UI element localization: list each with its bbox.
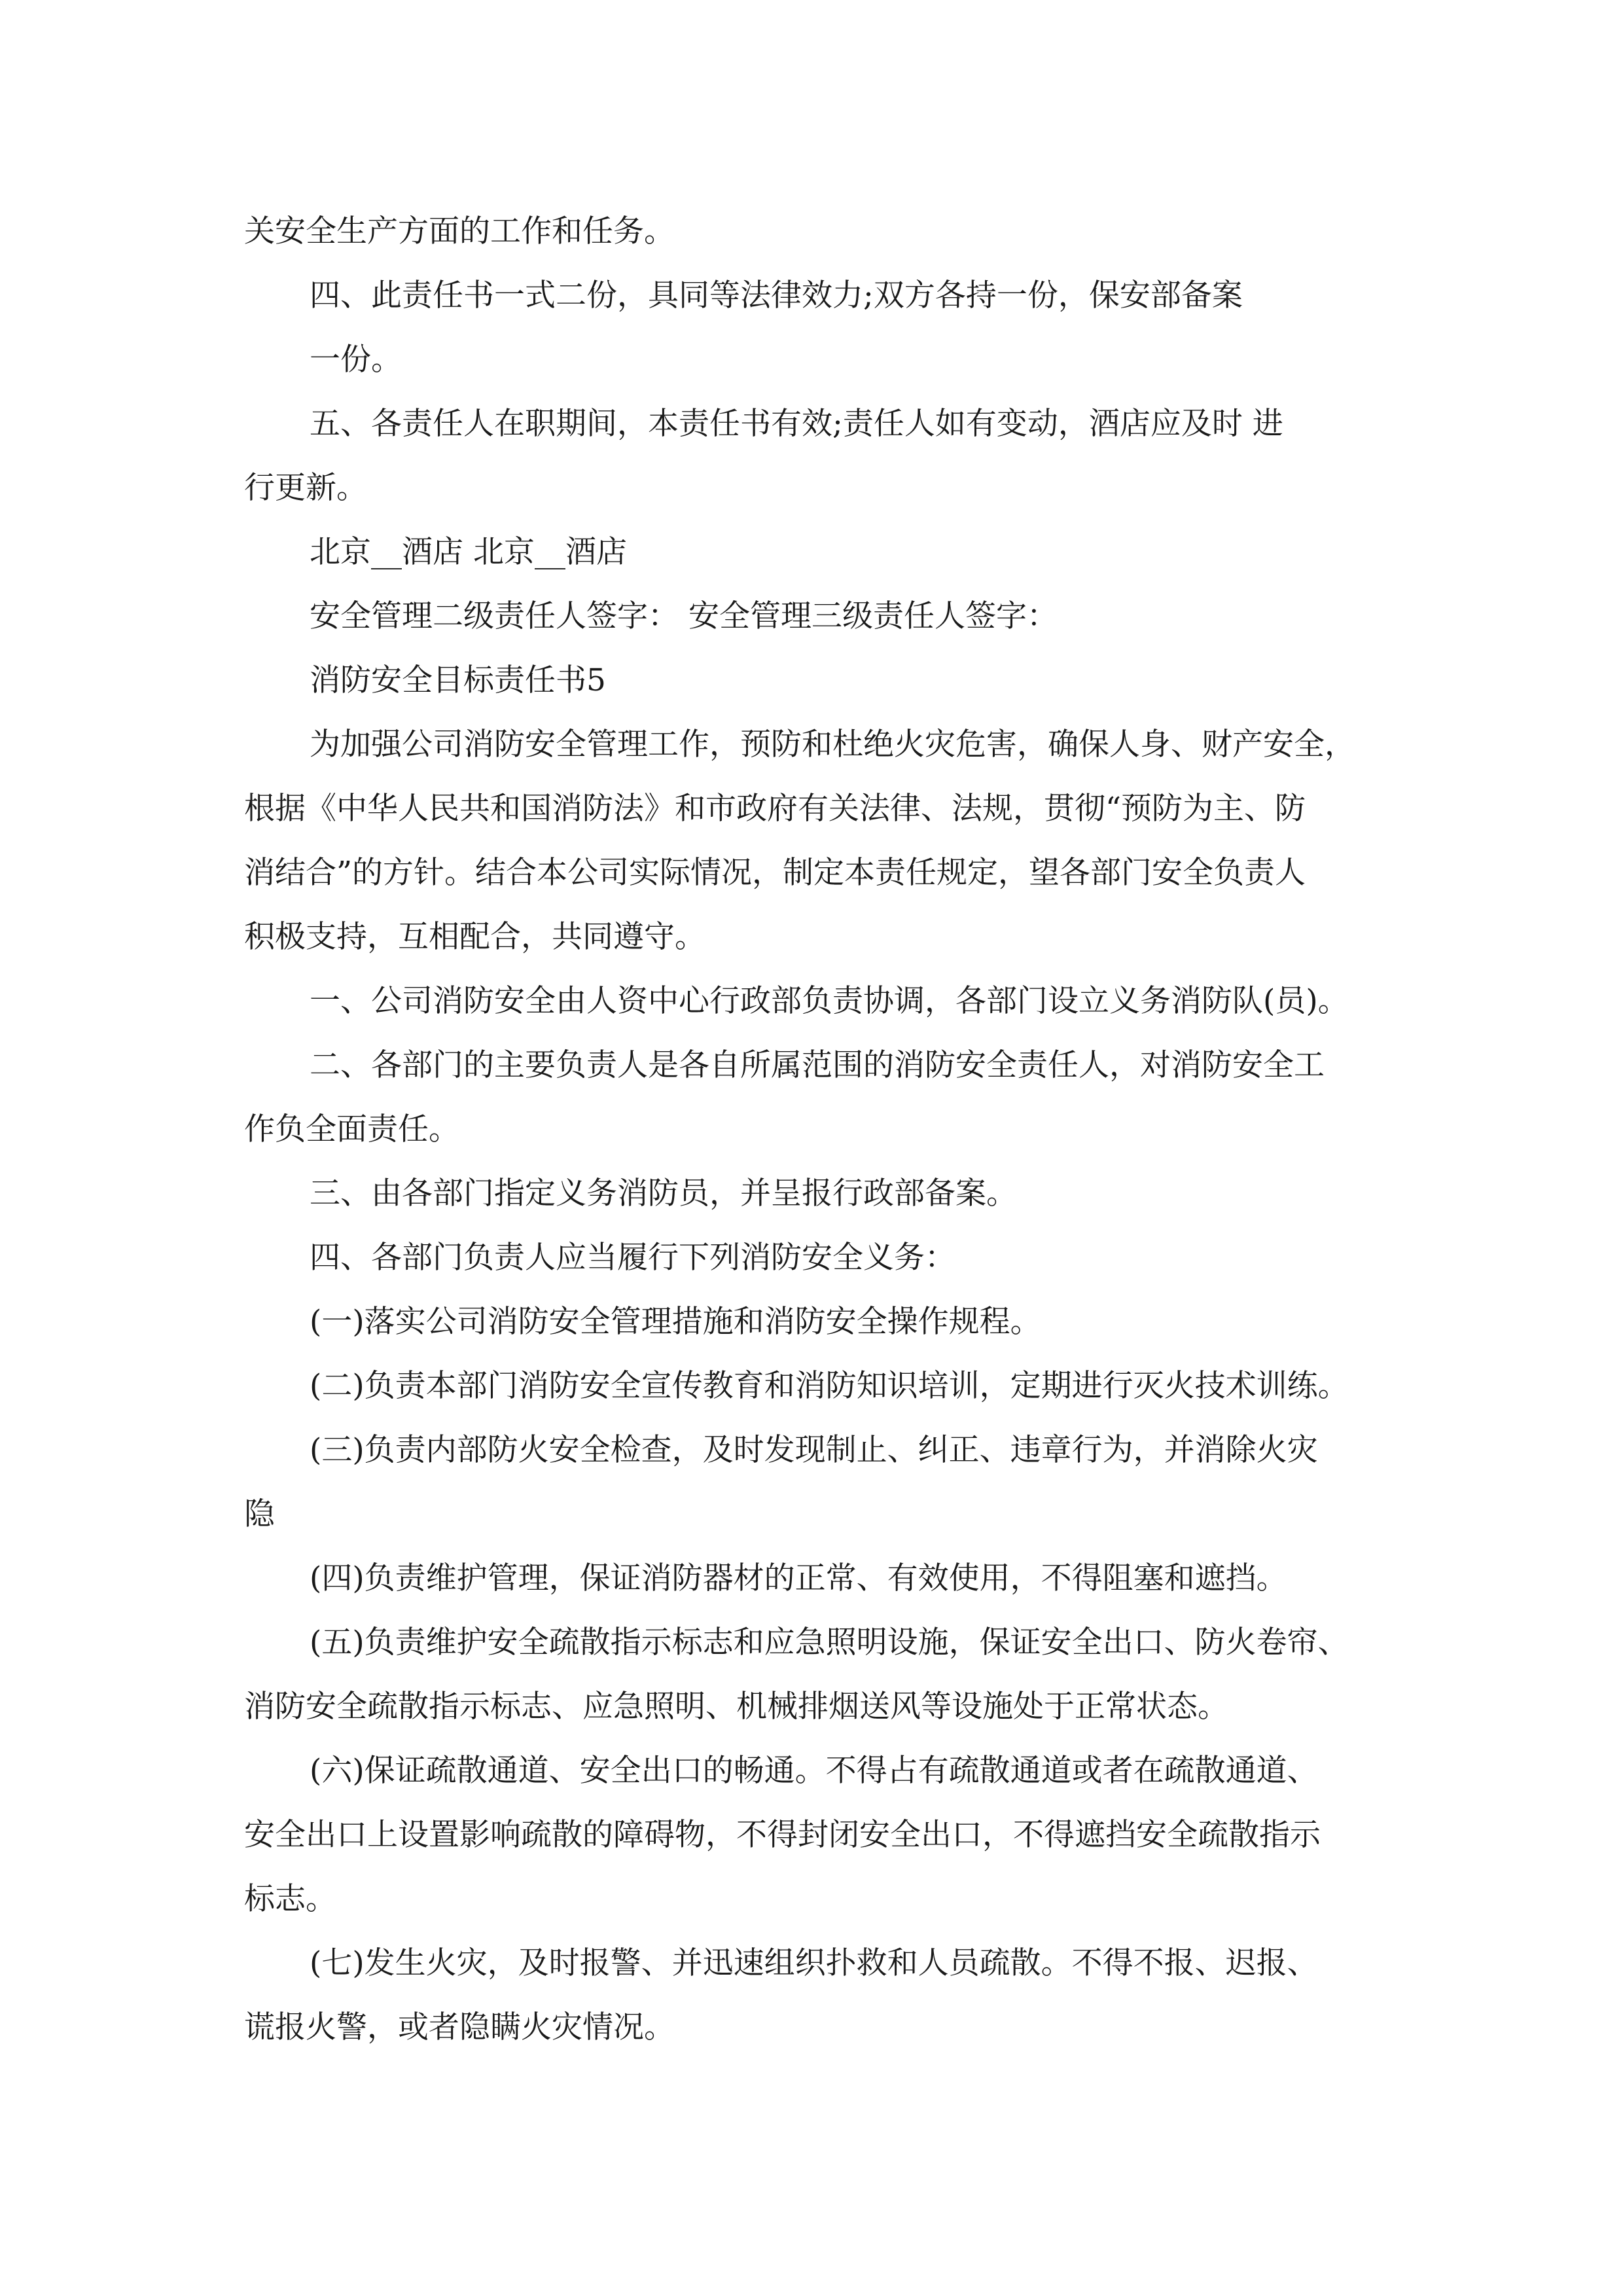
document-body (244, 200, 1389, 2060)
paragraph-line: 一、公司消防安全由人资中心行政部负责协调，各部门设立义务消防队(员)。 (310, 983, 1349, 1019)
list-item-line: (二)负责本部门消防安全宣传教育和消防知识培训，定期进行灭火技术训练。 (310, 1368, 1349, 1404)
paragraph-line: 作负全面责任。 (244, 1111, 459, 1147)
paragraph-line: 行更新。 (244, 470, 367, 506)
paragraph-line: 三、由各部门指定义务消防员，并呈报行政部备案。 (310, 1175, 1017, 1211)
list-item-line: (七)发生火灾，及时报警、并迅速组织扑救和人员疏散。不得不报、迟报、 (310, 1945, 1318, 1981)
list-item-line: 标志。 (244, 1881, 336, 1917)
list-item-line: (三)负责内部防火安全检查，及时发现制止、纠正、违章行为，并消除火灾 (310, 1432, 1318, 1468)
list-item-line: (五)负责维护安全疏散指示标志和应急照明设施，保证安全出口、防火卷帘、 (310, 1624, 1349, 1660)
list-item-line: 隐 (244, 1496, 275, 1532)
list-item-line: 消防安全疏散指示标志、应急照明、机械排烟送风等设施处于正常状态。 (244, 1689, 1228, 1725)
paragraph-line: 四、此责任书一式二份，具同等法律效力;双方各持一份，保安部备案 (310, 278, 1243, 314)
paragraph-line: 为加强公司消防安全管理工作，预防和杜绝火灾危害，确保人身、财产安全， (310, 726, 1355, 762)
paragraph-line: 二、各部门的主要负责人是各自所属范围的消防安全责任人，对消防安全工 (310, 1047, 1325, 1083)
paragraph-line: 积极支持，互相配合，共同遵守。 (244, 919, 705, 955)
list-item-line: 谎报火警，或者隐瞒火灾情况。 (244, 2009, 675, 2045)
paragraph-line: 四、各部门负责人应当履行下列消防安全义务： (310, 1240, 955, 1276)
list-item-line: 安全出口上设置影响疏散的障碍物，不得封闭安全出口，不得遮挡安全疏散指示 (244, 1817, 1321, 1853)
list-item-line: (六)保证疏散通道、安全出口的畅通。不得占有疏散通道或者在疏散通道、 (310, 1753, 1318, 1789)
signature-hotel-line: 北京__酒店 北京__酒店 (310, 534, 627, 570)
paragraph-line: 消结合”的方针。结合本公司实际情况，制定本责任规定，望各部门安全负责人 (244, 855, 1306, 891)
paragraph-line: 一份。 (310, 342, 402, 378)
paragraph-line: 关安全生产方面的工作和任务。 (244, 213, 675, 249)
section-title: 消防安全目标责任书5 (310, 662, 606, 698)
paragraph-line: 根据《中华人民共和国消防法》和市政府有关法律、法规，贯彻“预防为主、防 (244, 791, 1306, 827)
list-item-line: (四)负责维护管理，保证消防器材的正常、有效使用，不得阻塞和遮挡。 (310, 1560, 1287, 1596)
list-item-line: (一)落实公司消防安全管理措施和消防安全操作规程。 (310, 1304, 1041, 1340)
paragraph-line: 五、各责任人在职期间，本责任书有效;责任人如有变动，酒店应及时 进 (310, 406, 1283, 442)
signature-label-line: 安全管理二级责任人签字： 安全管理三级责任人签字： (310, 598, 1058, 634)
